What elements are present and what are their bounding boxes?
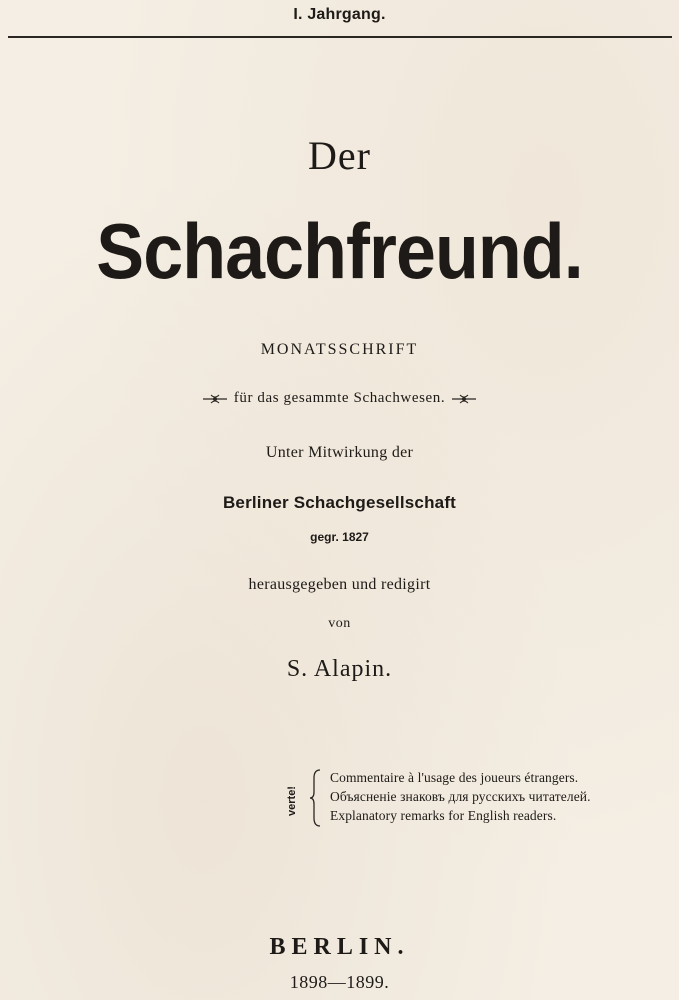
title-article: Der — [308, 133, 371, 178]
language-notes — [330, 768, 591, 825]
verte-text: verte! — [286, 786, 298, 816]
brace-icon — [309, 768, 323, 828]
volume-header: I. Jahrgang. — [293, 6, 386, 23]
society-founded: gegr. 1827 — [310, 530, 369, 544]
edited-line: herausgegeben und redigirt — [248, 576, 431, 593]
note-russian: Объясненіе знаковъ для русскихъ читателей. — [330, 789, 591, 804]
tagline-row — [0, 390, 679, 407]
imprint-city: BERLIN. — [269, 934, 410, 960]
by-line: von — [328, 616, 351, 631]
imprint-years: 1898—1899. — [289, 972, 390, 992]
society-name: Berliner Schachgesellschaft — [222, 493, 457, 512]
note-english: Explanatory remarks for English readers. — [330, 808, 557, 823]
cooperation-intro: Unter Mitwirkung der — [265, 444, 414, 461]
verte-label — [282, 770, 302, 832]
journal-title: Schachfreund. — [96, 207, 583, 295]
left-ornament-icon — [201, 391, 229, 407]
header-rule — [8, 36, 672, 38]
note-french: Commentaire à l'usage des joueurs étrangers. — [330, 770, 579, 785]
right-ornament-icon — [450, 391, 478, 407]
journal-subtitle: MONATSSCHRIFT — [260, 341, 419, 358]
editor-name: S. Alapin. — [286, 656, 393, 682]
tagline-text: für das gesammte Schachwesen. — [233, 390, 446, 406]
